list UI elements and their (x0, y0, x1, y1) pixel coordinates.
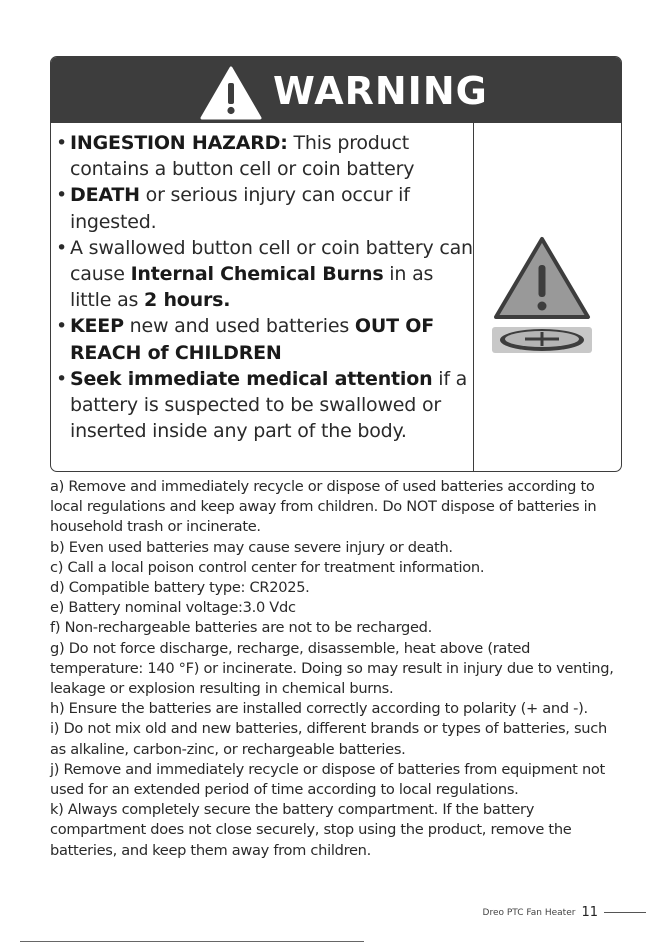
note-f: f) Non-rechargeable batteries are not to be recharged. (50, 619, 432, 637)
note-k: k) Always completely secure the battery compartment. If the battery compartment does not close securely, stop using the product, remove the batteries, and keep them away from children. (50, 801, 572, 859)
warning-item-seek: • Seek immediate medical attention if a battery is suspected to be swallowed or inserted inside any part of the body. (56, 367, 468, 443)
note-a: a) Remove and immediately recycle or dispose of used batteries according to local regulations and keep away from children. Do NOT dispose of batteries in household trash or incinerate. (50, 478, 597, 536)
note-c: c) Call a local poison control center for treatment information. (50, 558, 485, 576)
warning-box (50, 56, 622, 472)
note-g: g) Do not force discharge, recharge, disassemble, heat above (rated temperature: 140 °F) or incinerate. Doing so may result in injury due to venting, leakage or explosion resulting in chemical burns. (50, 639, 614, 698)
footer-rule (604, 912, 646, 913)
warning-triangle-icon (496, 239, 588, 317)
footer-product-name: Dreo PTC Fan Heater (482, 907, 576, 918)
note-h: h) Ensure the batteries are installed correctly according to polarity (+ and -). (50, 700, 588, 718)
warning-list (51, 123, 473, 444)
note-e: e) Battery nominal voltage:3.0 Vdc (50, 599, 296, 617)
bottom-divider (20, 941, 364, 942)
warning-text-column (51, 123, 473, 471)
warning-icon-column (473, 123, 621, 471)
note-i: i) Do not mix old and new batteries, different brands or types of batteries, such as alkaline, carbon-zinc, or rechargeable batteries. (50, 720, 607, 758)
page-footer (483, 905, 646, 920)
note-b: b) Even used batteries may cause severe injury or death. (50, 538, 453, 556)
page-number: 11 (581, 905, 598, 920)
warning-item-burns: • A swallowed button cell or coin battery can cause Internal Chemical Burns in as little as 2 hours. (56, 236, 473, 312)
note-d: d) Compatible battery type: CR2025. (50, 579, 310, 597)
warning-banner (51, 57, 621, 123)
warning-item-ingestion: • INGESTION HAZARD: This product contains a button cell or coin battery (56, 132, 415, 181)
warning-item-keep: • KEEP new and used batteries OUT OF REACH of CHILDREN (56, 315, 434, 364)
warning-item-death: • DEATH or serious injury can occur if ingested. (56, 184, 410, 233)
coin-battery-icon (492, 327, 592, 353)
battery-warning-graphic (492, 233, 592, 353)
warning-triangle-icon (199, 65, 263, 121)
note-j: j) Remove and immediately recycle or dispose of batteries from equipment not used for an extended period of time according to local regulations. (50, 760, 605, 799)
warning-title: WARNING (273, 69, 488, 113)
battery-notes (50, 477, 625, 861)
